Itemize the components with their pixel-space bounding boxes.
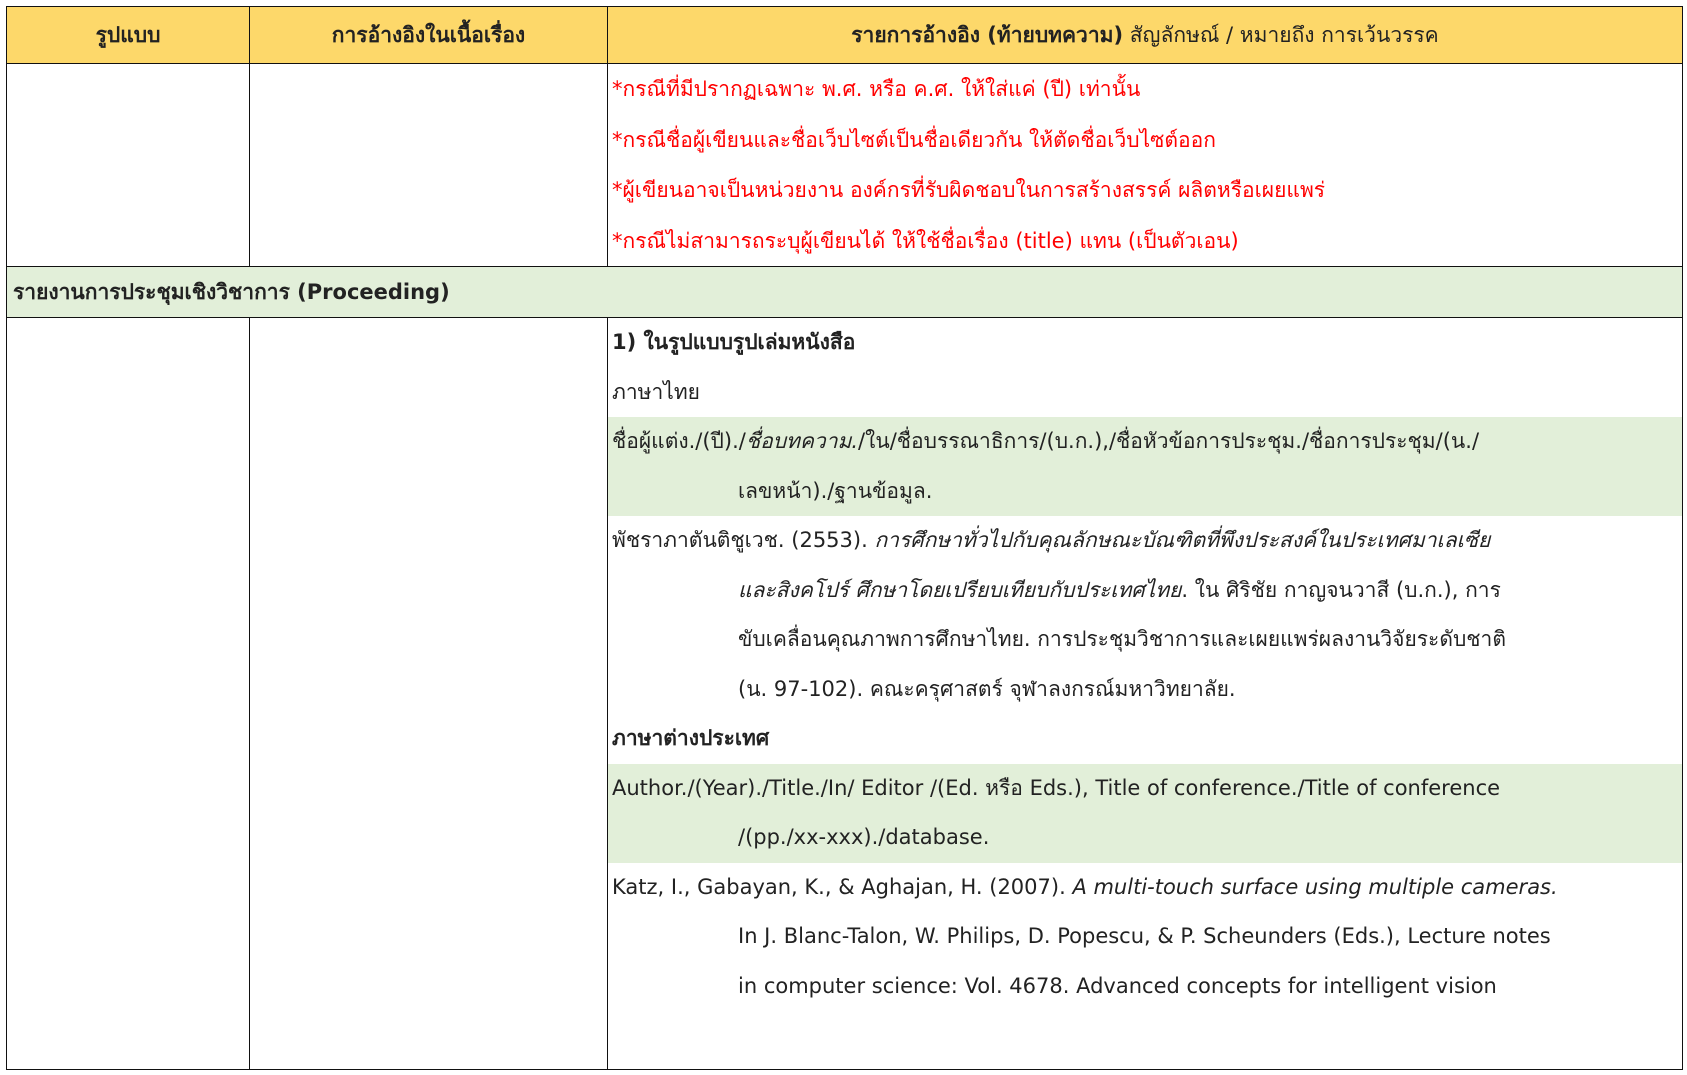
section-row: [7, 267, 1683, 318]
notes-format-cell: [7, 64, 250, 267]
eng-example-line: In J. Blanc-Talon, W. Philips, D. Popescu, & P. Scheunders (Eds.), Lecture notes: [738, 924, 1551, 948]
subheading: 1) ในรูปแบบรูปเล่มหนังสือ: [612, 330, 856, 354]
note-line: *ผู้เขียนอาจเป็นหน่วยงาน องค์กรที่รับผิดชอบในการสร้างสรรค์ ผลิตหรือเผยแพร่: [612, 178, 1326, 202]
thai-example-title: การศึกษาทั่วไปกับคุณลักษณะบัณฑิตที่พึงประสงค์ในประเทศมาเลเซีย: [874, 528, 1491, 552]
thai-example-line: [608, 566, 1682, 616]
eng-format-line: Author./(Year)./Title./In/ Editor /(Ed. หรือ Eds.), Title of conference./Title of conference: [608, 764, 1682, 814]
notes-row: [7, 64, 1683, 267]
thai-example-title-cont: และสิงคโปร์ ศึกษาโดยเปรียบเทียบกับประเทศไทย: [738, 577, 1182, 602]
thai-format-rest: /ใน/ชื่อบรรณาธิการ/(บ.ก.),/ชื่อหัวข้อการประชุม./ชื่อการประชุม/(น./: [858, 429, 1480, 453]
section-title: รายงานการประชุมเชิงวิชาการ (Proceeding): [7, 267, 1683, 318]
eng-example-title: A multi-touch surface using multiple cameras.: [1072, 874, 1558, 899]
proceeding-citation-cell: [250, 318, 608, 1070]
proceeding-format-cell: [7, 318, 250, 1070]
eng-example-authors: Katz, I., Gabayan, K., & Aghajan, H. (2007).: [612, 874, 1073, 899]
thai-format-title: ชื่อบทความ.: [745, 429, 859, 453]
thai-example-line: [608, 516, 1682, 566]
proceeding-reference-cell: [608, 318, 1683, 1070]
thai-example-line: ขับเคลื่อนคุณภาพการศึกษาไทย. การประชุมวิชาการและเผยแพร่ผลงานวิจัยระดับชาติ: [738, 627, 1506, 651]
eng-format-line: /(pp./xx-xxx)./database.: [608, 813, 1682, 863]
note-line: *กรณีที่มีปรากฏเฉพาะ พ.ศ. หรือ ค.ศ. ให้ใส่แค่ (ปี) เท่านั้น: [612, 77, 1141, 101]
notes-citation-cell: [250, 64, 608, 267]
eng-example-line: [608, 863, 1682, 913]
header-reference-list-bold: รายการอ้างอิง (ท้ายบทความ): [851, 22, 1124, 47]
note-line: *กรณีไม่สามารถระบุผู้เขียนได้ ให้ใช้ชื่อเรื่อง (title) แทน (เป็นตัวเอน): [612, 228, 1239, 253]
thai-format-author: ชื่อผู้แต่ง./(ปี)./: [612, 429, 746, 453]
header-in-text-citation: การอ้างอิงในเนื้อเรื่อง: [250, 7, 608, 64]
thai-label: ภาษาไทย: [612, 379, 700, 404]
reference-format-table: [6, 6, 1683, 1070]
foreign-label: ภาษาต่างประเทศ: [612, 726, 770, 750]
eng-example-line: in computer science: Vol. 4678. Advanced concepts for intelligent vision: [738, 973, 1497, 998]
proceeding-row: [7, 318, 1683, 1070]
notes-cell: [608, 64, 1683, 267]
note-line: *กรณีชื่อผู้เขียนและชื่อเว็บไซต์เป็นชื่อเดียวกัน ให้ตัดชื่อเว็บไซต์ออก: [612, 127, 1216, 152]
thai-example-editor: . ใน ศิริชัย กาญจนวาสี (บ.ก.), การ: [1181, 577, 1501, 602]
thai-example-author: พัชราภาตันติชูเวช. (2553).: [612, 528, 875, 552]
thai-format-line: [608, 417, 1682, 467]
header-format: รูปแบบ: [7, 7, 250, 64]
header-reference-list: [608, 7, 1683, 64]
thai-format-line: เลขหน้า)./ฐานข้อมูล.: [608, 467, 1682, 517]
table-header-row: [7, 7, 1683, 64]
header-reference-list-note: สัญลักษณ์ / หมายถึง การเว้นวรรค: [1123, 22, 1439, 47]
thai-example-line: (น. 97-102). คณะครุศาสตร์ จุฬาลงกรณ์มหาวิทยาลัย.: [738, 676, 1236, 701]
